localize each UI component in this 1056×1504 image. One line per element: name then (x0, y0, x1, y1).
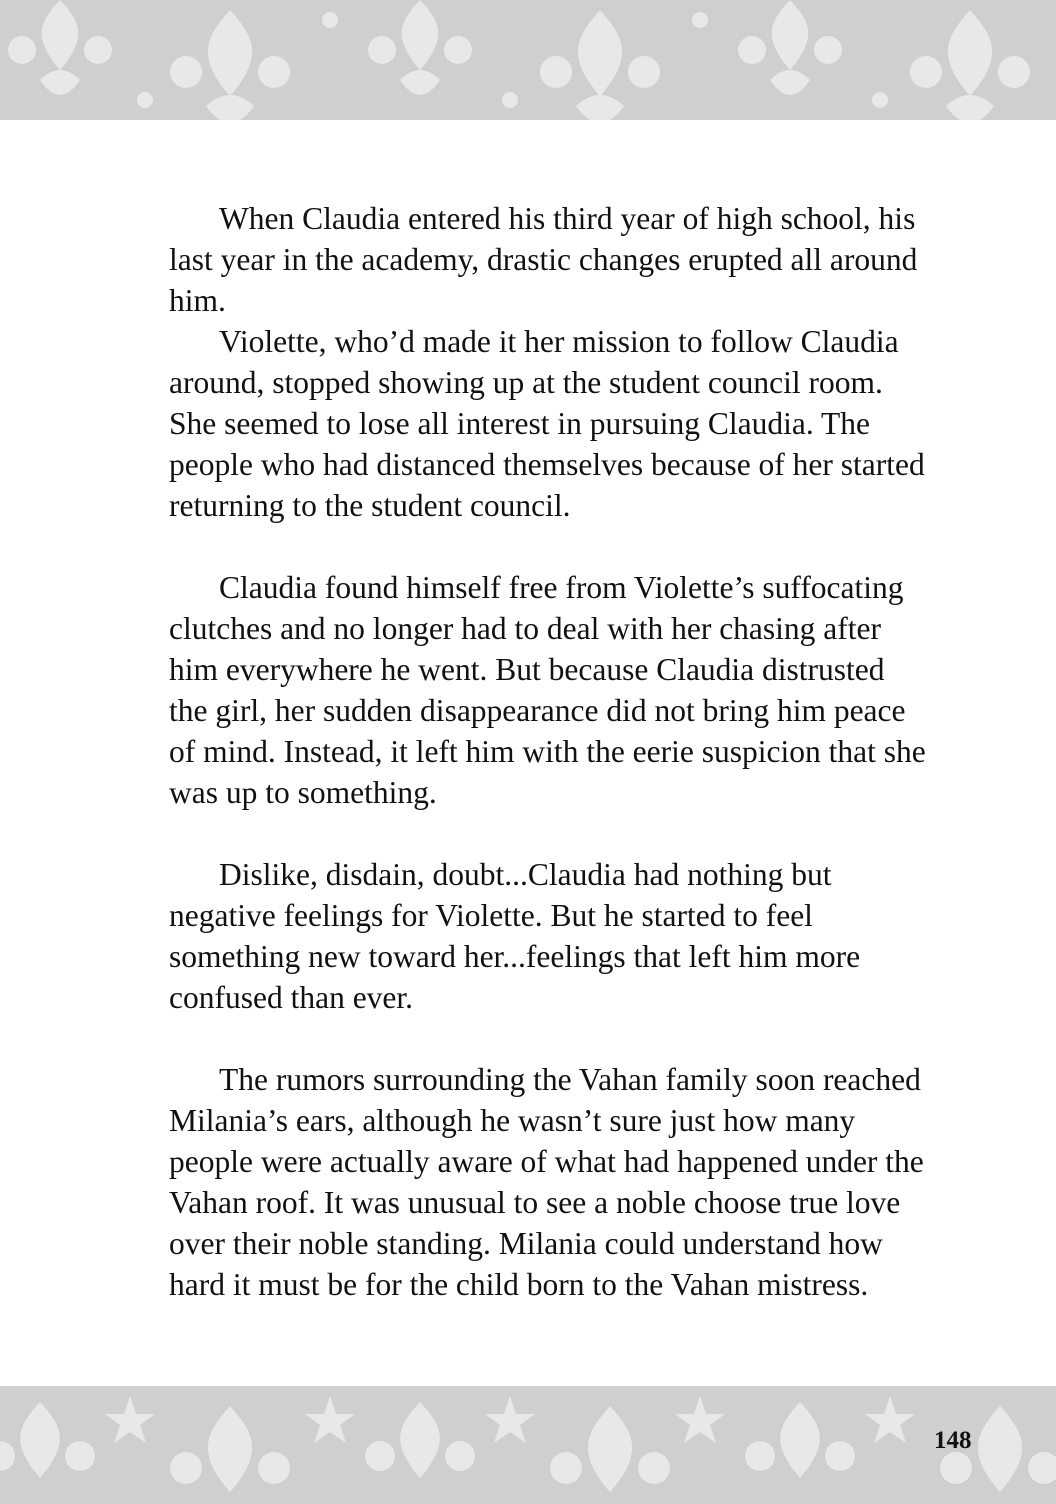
damask-pattern-top (0, 0, 1056, 120)
bottom-damask-border (0, 1386, 1056, 1504)
paragraph-2: Violette, who’d made it her mission to follow Claudia around, stopped showing up at the student council room. She seemed to lose all interest in pursuing Claudia. The people who had distanced themselves because of her started returning to the student council. (169, 324, 925, 523)
paragraph-4: Dislike, disdain, doubt...Claudia had nothing but negative feelings for Violette. But he started to feel something new toward her...feelings that left him more confused than ever. (169, 857, 861, 1015)
page-number: 148 (934, 1427, 972, 1454)
paragraph-3: Claudia found himself free from Violette’s suffocating clutches and no longer had to deal with her chasing after him everywhere he went. But because Claudia distrusted the girl, her sudden disappearance did not bring him peace of mind. Instead, it left him with the eerie suspicion that she was up to something. (169, 570, 926, 810)
top-damask-border (0, 0, 1056, 120)
damask-pattern-bottom (0, 1386, 1056, 1504)
paragraph-1: When Claudia entered his third year of high school, his last year in the academy, drastic changes erupted all around him. (169, 201, 918, 318)
paragraph-5: The rumors surrounding the Vahan family soon reached Milania’s ears, although he wasn’t sure just how many people were actually aware of what had happened under the Vahan roof. It was unusual to see a noble choose true love over their noble standing. Milania could understand how hard it must be for the child born to the Vahan mistress. (169, 1062, 924, 1302)
